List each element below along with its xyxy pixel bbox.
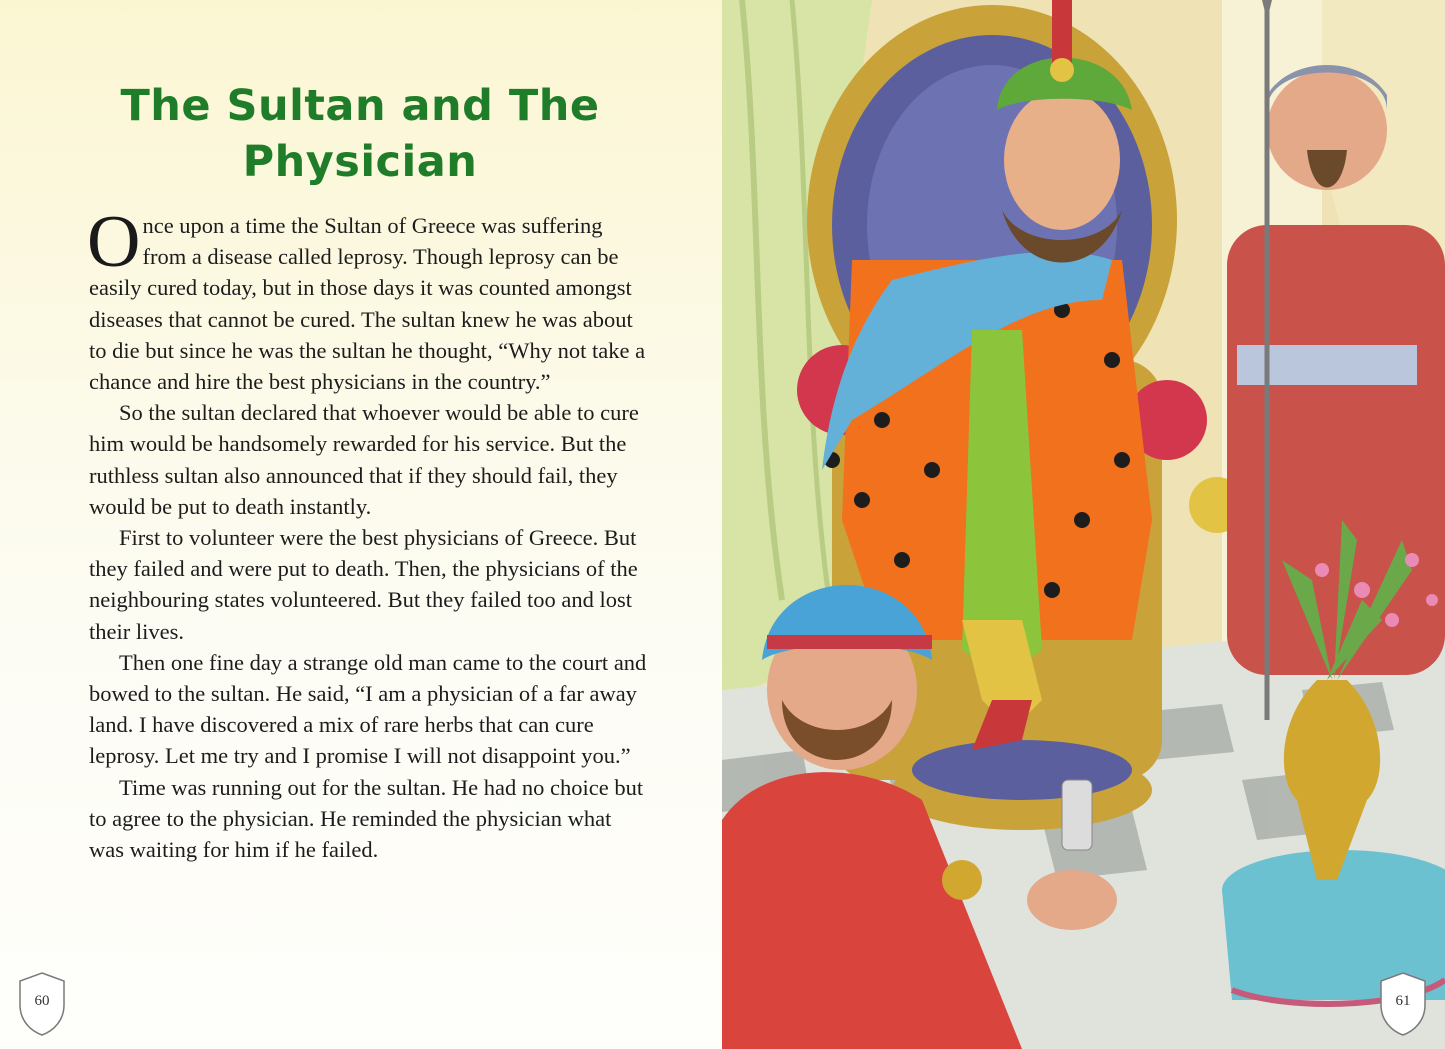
paragraph-4: Then one fine day a strange old man came to the court and bowed to the sultan. He said, “I am a physician of a far away land. I have discovered a mix of rare herbs that can cure leprosy. Let me try and I promise I will not disappoint you.”	[89, 649, 647, 769]
left-page	[0, 0, 722, 1049]
drop-cap: O	[87, 201, 141, 283]
page-number-left: 60	[34, 993, 50, 1009]
paragraph-5: Time was running out for the sultan. He had no choice but to agree to the physician. He reminded the physician what was waiting for him if he failed.	[89, 774, 644, 863]
story-title: The Sultan and The Physician	[120, 81, 600, 187]
story-body	[87, 201, 649, 865]
paragraph-3: First to volunteer were the best physicians of Greece. But they failed and were put to death. Then, the physicians of the neighbouring states volunteered. But they failed too and lost their lives.	[89, 525, 638, 644]
story-illustration	[722, 0, 1445, 1049]
right-page-illustration	[722, 0, 1445, 1049]
paragraph-1-text: nce upon a time the Sultan of Greece was suffering from a disease called leprosy. Though leprosy can be easily cured today, but in those days it was counted amongst diseases that cannot be cured. The sultan knew he was about to die but since he was the sultan he thought, “Why not take a chance and hire the best physicians in the country.”	[89, 213, 646, 395]
page-number-badge-right	[1378, 971, 1428, 1037]
page-number-right: 61	[1395, 993, 1411, 1009]
page-number-badge-left	[17, 971, 67, 1037]
paragraph-2: So the sultan declared that whoever would be able to cure him would be handsomely rewarded for his service. But the ruthless sultan also announced that if they should fail, they would be put to death instantly.	[89, 400, 639, 519]
paragraph-1	[87, 201, 649, 397]
